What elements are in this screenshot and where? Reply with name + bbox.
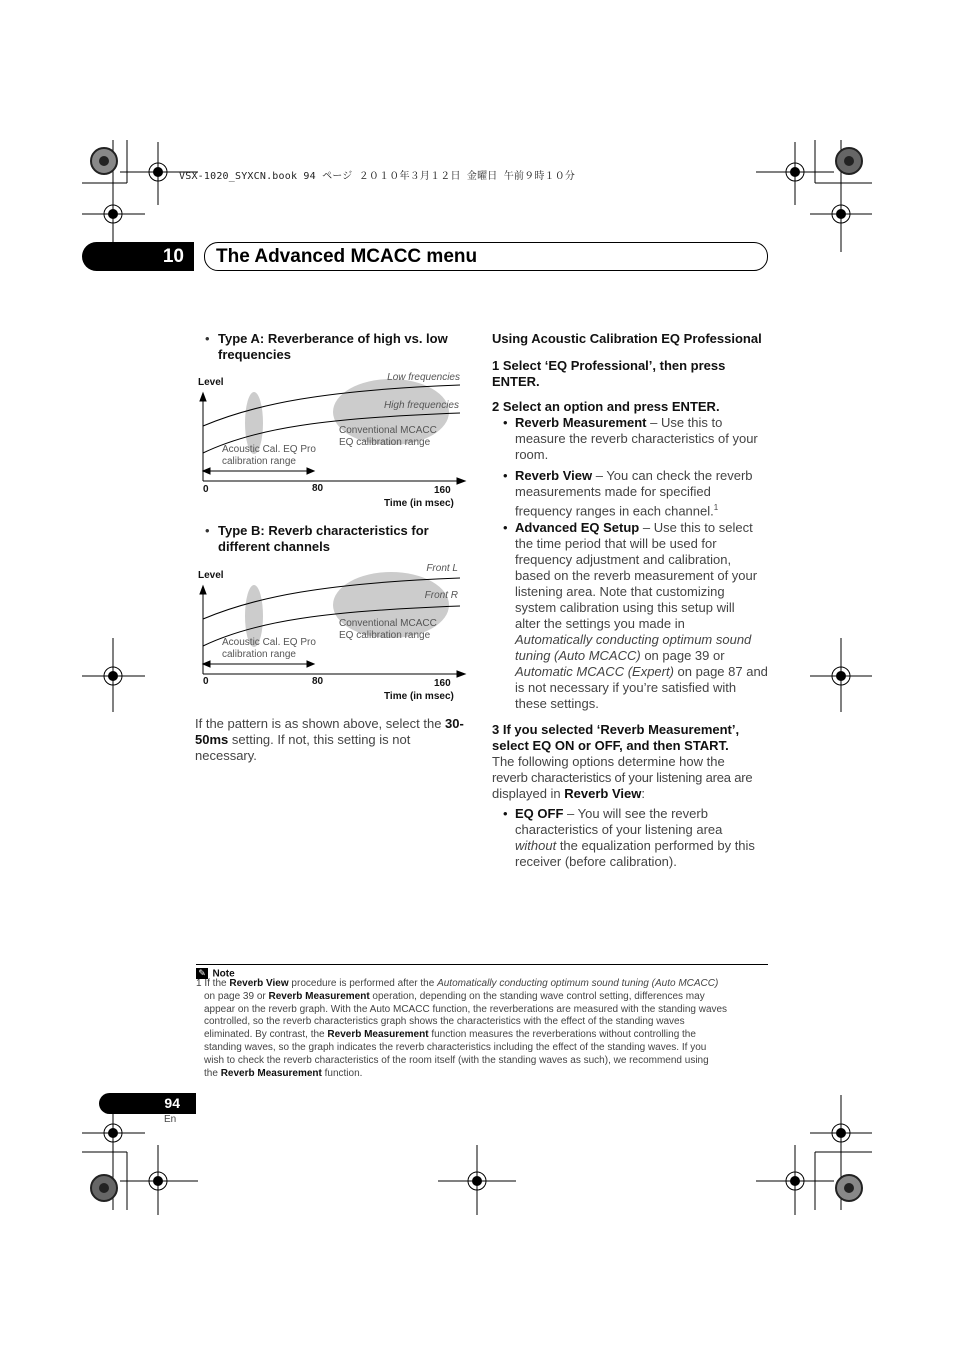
b4-l1: – You will see the reverb [563,806,708,821]
b3-l5: listening area. Note that customizing [515,584,725,599]
reverb-graph-type-b [195,561,475,701]
pattern-l1a: If the pattern is as shown above, select the [195,716,446,731]
note-title: Note [212,968,235,980]
b2-l3: frequency ranges in each channel. [515,503,714,519]
note-r2c: operation, depending on the standing wave control setting, differences may [369,990,705,1002]
page-number: 94 [99,1093,196,1114]
p3-l1: The following options determine how the [492,754,725,769]
b4-l3i: without [515,838,557,853]
note-r8a: the [204,1067,221,1079]
pattern-l3: necessary. [195,748,257,763]
graph-b-conv-line2: EQ calibration range [339,630,431,641]
graph-a-x80: 80 [312,483,324,494]
bullet-dot-icon: • [205,331,210,346]
note-r4: controlled, so the reverb characteristics graph shows the characteristics with the effect of the standing waves [204,1016,685,1028]
bullet-dot-icon: • [503,415,508,430]
graph-a-acou-line1: Acoustic Cal. EQ Pro [222,444,316,455]
chapter-title: The Advanced MCACC menu [216,246,478,267]
step-1 [492,358,725,390]
graph-b-level-label: Level [198,570,224,581]
b3-l1: – Use this to select [639,520,753,535]
graph-a-acou-line2: calibration range [222,456,296,467]
graph-a-level-label: Level [198,377,224,388]
note-r5a: eliminated. By contrast, the [204,1029,328,1041]
graph-b-acou-line1: Acoustic Cal. EQ Pro [222,637,316,648]
options-paragraph [492,754,752,802]
b3-l12: these settings. [515,696,599,711]
graph-b-xlabel: Time (in msec) [384,691,454,701]
graph-a-x160: 160 [434,485,451,496]
type-a-line2: frequencies [218,347,291,362]
b3-l2: the time period that will be used for [515,536,717,551]
b3-l8: Automatically conducting optimum sound [515,632,752,647]
graph-b-front-l-label: Front L [426,563,458,574]
note-r1a: 1 If the [196,978,230,989]
b1-l1: – Use this to [646,415,723,430]
b3-l10i: Automatic MCACC (Expert) [515,664,674,679]
type-b-line1: Type B: Reverb characteristics for [218,523,429,538]
b3-l4: based on the reverb measurement of your [515,568,758,583]
print-file-header: VSX-1020_SYXCN.book 94 ページ ２０１０年３月１２日 金曜日 午前９時１０分 [179,171,576,182]
bullet-dot-icon: • [503,520,508,535]
note-r6: standing waves, so the graph indicates the reverb characteristics including the effect of the standing waves. If you [204,1041,707,1053]
section-heading: Using Acoustic Calibration EQ Professional [492,331,762,346]
note-r2b: Reverb Measurement [268,990,370,1002]
b3-l6: system calibration using this setup will [515,600,735,615]
b1-l2: measure the reverb characteristics of your [515,431,758,446]
b1-l3: room. [515,447,549,462]
note-r3: appear on the reverb graph. With the Auto MCACC function, the reverberations are measured with the standing waves [204,1003,728,1015]
p3-l3c: : [641,786,645,801]
p3-l2: reverb characteristics of your listening area are [492,770,753,785]
bullet-dot-icon: • [205,523,210,538]
graph-b-range-arrow [203,661,314,667]
type-a-line1: Type A: Reverberance of high vs. low [218,331,448,346]
graph-b-x0: 0 [203,676,209,687]
b4-l4: receiver (before calibration). [515,854,677,869]
step-1-line1: 1 Select ‘EQ Professional’, then press [492,358,726,373]
type-a-bullet [205,331,475,362]
note-r7: wish to check the reverb characteristics of the room itself (with the standing waves as such), we recommend using [204,1054,709,1066]
pattern-l2a: 50ms [195,732,229,747]
graph-a-conv-line1: Conventional MCACC [339,425,437,436]
step-1-line2: ENTER. [492,374,540,389]
b3-l11: is not necessary if you’re satisfied with [515,680,737,695]
step-3-line1: 3 If you selected ‘Reverb Measurement’, [492,722,740,737]
b3-l9: on page 39 or [640,648,725,663]
graph-a-range-arrow [203,468,314,474]
reverb-measurement-term: Reverb Measurement [515,415,647,430]
b3-l10: on page 87 and [673,664,768,679]
graph-b-x80: 80 [312,676,324,687]
reverb-view-term: Reverb View [515,468,593,483]
b4-l2: characteristics of your listening area [515,822,723,837]
chapter-number-tab: 10 [82,242,194,271]
advanced-eq-setup-term: Advanced EQ Setup [515,520,640,535]
step-3-line2: select EQ ON or OFF, and then START. [492,738,729,753]
note-r8b: Reverb Measurement [220,1067,322,1079]
eq-off-term: EQ OFF [515,806,564,821]
pattern-paragraph [195,716,475,764]
type-b-bullet [205,523,475,554]
footnote-ref-1: 1 [713,503,719,512]
note-r1c: procedure is performed after the [288,978,438,989]
note-r5b: Reverb Measurement [327,1029,429,1041]
note-r1b: Reverb View [229,978,289,989]
note-r5c: function measures the reverberations without controlling the [428,1029,696,1041]
step-3 [492,722,739,754]
graph-a-high-freq-label: High frequencies [383,400,459,411]
note-body [196,978,768,1080]
graph-b-x160: 160 [434,678,451,689]
graph-b-front-r-label: Front R [424,590,458,601]
graph-a-xlabel: Time (in msec) [384,498,454,508]
pattern-l2b: setting. If not, this setting is not [228,732,411,747]
note-r2a: on page 39 or [204,990,269,1002]
reverb-graph-type-a [195,368,475,508]
b4-l3: the equalization performed by this [556,838,755,853]
note-header [196,965,235,978]
b2-l1: – You can check the reverb [592,468,753,483]
graph-b-conv-line1: Conventional MCACC [339,618,437,629]
bullet-dot-icon: • [503,468,508,483]
p3-l3b: Reverb View [564,786,642,801]
step-2: 2 Select an option and press ENTER. [492,399,720,414]
bullet-dot-icon: • [503,806,508,821]
pattern-l1b: 30- [445,716,464,731]
p3-l3a: displayed in [492,786,565,801]
graph-a-low-freq-label: Low frequencies [387,372,460,383]
b3-l9i: tuning (Auto MCACC) [515,648,641,663]
graph-b-acou-line2: calibration range [222,649,296,660]
b3-l3: frequency adjustment and calibration, [515,552,732,567]
b3-l7: alter the settings you made in [515,616,685,631]
note-pencil-icon: ✎ [196,968,208,979]
note-r1d: Automatically conducting optimum sound tuning (Auto MCACC) [437,978,719,989]
b2-l2: measurements made for specified [515,484,711,499]
note-r8c: function. [321,1067,363,1079]
graph-a-conv-line2: EQ calibration range [339,437,431,448]
type-b-line2: different channels [218,539,330,554]
note-divider [196,964,768,965]
graph-a-x0: 0 [203,484,209,495]
language-code: En [164,1114,177,1125]
